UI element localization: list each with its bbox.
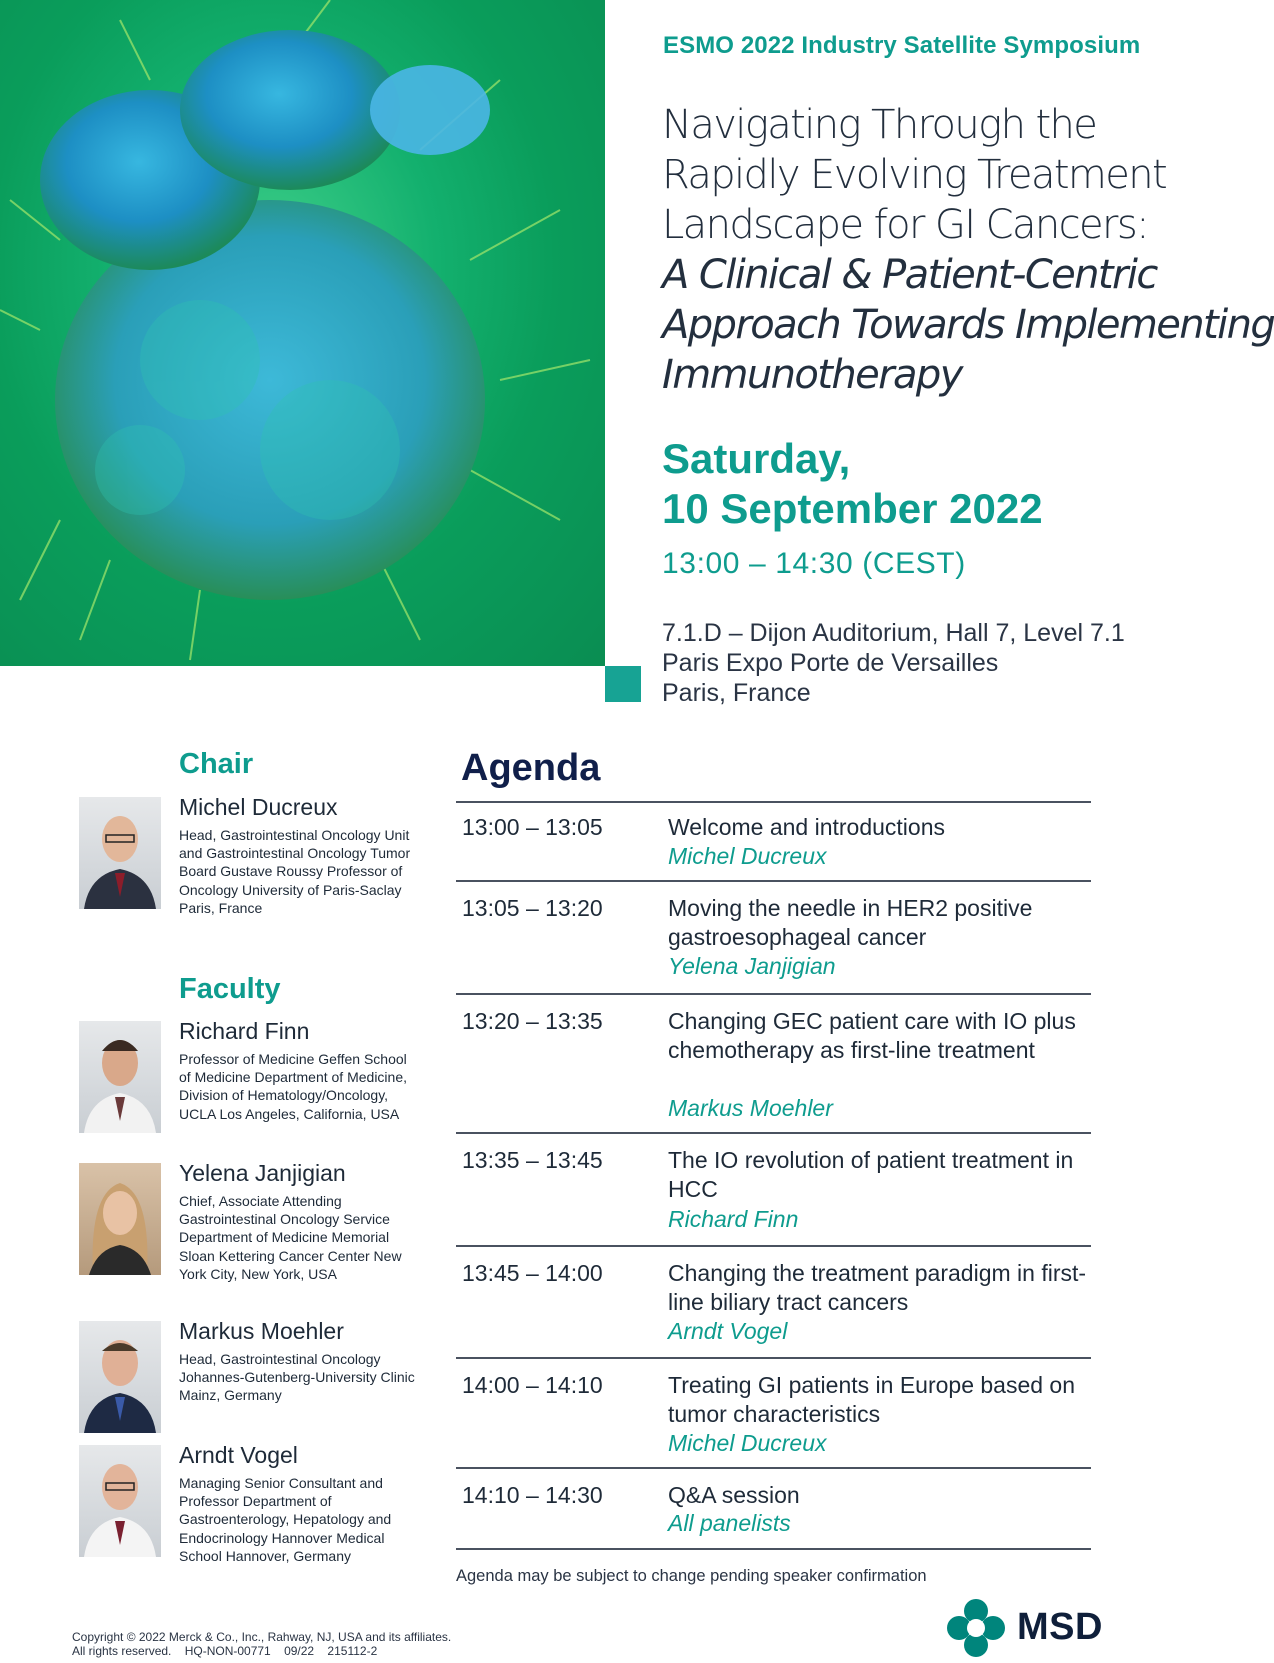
agenda-divider [456, 993, 1091, 995]
agenda-item-topic: Treating GI patients in Europe based on tumor characteristics [668, 1372, 1076, 1427]
agenda-item-speaker: Michel Ducreux [668, 1430, 827, 1456]
agenda-item-time: 13:45 – 14:00 [462, 1260, 603, 1286]
speaker-photo [79, 797, 161, 909]
speaker-details: Managing Senior Consultant and Professor Department of Gastroenterology, Hepatology and Endocrinology Hannover Medical School Hannover, Germany [179, 1475, 392, 1564]
speaker-name: Markus Moehler [179, 1318, 344, 1344]
copyright-notice [72, 1630, 451, 1658]
speaker-details: Head, Gastrointestinal Oncology Unit and Gastrointestinal Oncology Tumor Board Gustave Roussy Professor of Oncology University of Paris-Saclay Paris, France [179, 827, 411, 916]
msd-logo [946, 1598, 1156, 1658]
title-line: Rapidly Evolving Treatment [662, 152, 1167, 198]
agenda-item-speaker: Michel Ducreux [668, 843, 827, 869]
hero-cell-image [0, 0, 605, 666]
agenda-divider [456, 1548, 1091, 1550]
subtitle-line: Approach Towards Implementing [662, 302, 1274, 348]
event-time: 13:00 – 14:30 (CEST) [662, 547, 966, 580]
teal-accent-square [605, 666, 641, 702]
agenda-disclaimer: Agenda may be subject to change pending speaker confirmation [456, 1567, 927, 1585]
agenda-item-time: 13:00 – 13:05 [462, 814, 603, 840]
speaker-name: Arndt Vogel [179, 1442, 298, 1468]
faculty-heading: Faculty [179, 973, 281, 1005]
venue-line: Paris, France [662, 679, 811, 707]
agenda-divider [456, 1357, 1091, 1359]
title-line: Landscape for GI Cancers: [662, 202, 1148, 248]
copyright-line: Copyright © 2022 Merck & Co., Inc., Rahway, NJ, USA and its affiliates. [72, 1630, 452, 1644]
cell-body-upper [180, 30, 400, 190]
speaker-photo [79, 1321, 161, 1433]
agenda-divider [456, 1245, 1091, 1247]
subtitle-line: Immunotherapy [662, 352, 962, 398]
agenda-item-topic: Q&A session [668, 1482, 800, 1508]
agenda-item-speaker: All panelists [668, 1510, 791, 1536]
speaker-name: Richard Finn [179, 1018, 310, 1044]
agenda-item-time: 14:00 – 14:10 [462, 1372, 603, 1398]
title-line: Navigating Through the [662, 102, 1097, 148]
speaker-photo [79, 1021, 161, 1133]
agenda-item-time: 14:10 – 14:30 [462, 1482, 603, 1508]
event-day: Saturday, [662, 435, 851, 482]
agenda-item-topic: Changing the treatment paradigm in first-line biliary tract cancers [668, 1260, 1087, 1315]
agenda-item-speaker: Arndt Vogel [668, 1318, 788, 1344]
agenda-divider [456, 1467, 1091, 1469]
chair-heading: Chair [179, 748, 254, 780]
agenda-item-time: 13:20 – 13:35 [462, 1008, 603, 1034]
speaker-details: Head, Gastrointestinal Oncology Johannes-Gutenberg-University Clinic Mainz, Germany [179, 1351, 415, 1404]
speaker-photo [79, 1445, 161, 1557]
agenda-divider [456, 801, 1091, 803]
msd-logo-icon [946, 1598, 1006, 1658]
event-title [662, 100, 1274, 400]
agenda-title: Agenda [461, 747, 601, 789]
agenda-item-topic: Moving the needle in HER2 positive gastroesophageal cancer [668, 895, 1033, 950]
speaker-name: Michel Ducreux [179, 794, 338, 820]
agenda-item-speaker: Markus Moehler [668, 1095, 833, 1121]
copyright-line: All rights reserved. HQ-NON-00771 09/22 215112-2 [72, 1644, 378, 1658]
agenda-item-topic: Welcome and introductions [668, 814, 945, 840]
event-venue [662, 618, 1125, 708]
agenda-item-topic: Changing GEC patient care with IO plus chemotherapy as first-line treatment [668, 1008, 1076, 1063]
agenda-divider [456, 880, 1091, 882]
speaker-name: Yelena Janjigian [179, 1160, 346, 1186]
agenda-item-topic: The IO revolution of patient treatment in HCC [668, 1147, 1074, 1202]
agenda-item-time: 13:05 – 13:20 [462, 895, 603, 921]
agenda-item-time: 13:35 – 13:45 [462, 1147, 603, 1173]
speaker-details: Professor of Medicine Geffen School of Medicine Department of Medicine, Division of Hematology/Oncology, UCLA Los Angeles, California, USA [179, 1051, 407, 1122]
speaker-details: Chief, Associate Attending Gastrointestinal Oncology Service Department of Medicine Memorial Sloan Kettering Cancer Center New York City, New York, USA [179, 1193, 402, 1282]
agenda-divider [456, 1132, 1091, 1134]
event-date: 10 September 2022 [662, 485, 1043, 532]
venue-line: Paris Expo Porte de Versailles [662, 649, 999, 677]
subtitle-line: A Clinical & Patient-Centric [662, 252, 1157, 298]
agenda-item-speaker: Richard Finn [668, 1206, 799, 1232]
venue-line: 7.1.D – Dijon Auditorium, Hall 7, Level 7.1 [662, 619, 1125, 647]
symposium-label: ESMO 2022 Industry Satellite Symposium [663, 32, 1141, 59]
msd-logo-text: MSD [1017, 1606, 1103, 1648]
speaker-photo [79, 1163, 161, 1275]
agenda-item-speaker: Yelena Janjigian [668, 953, 836, 979]
